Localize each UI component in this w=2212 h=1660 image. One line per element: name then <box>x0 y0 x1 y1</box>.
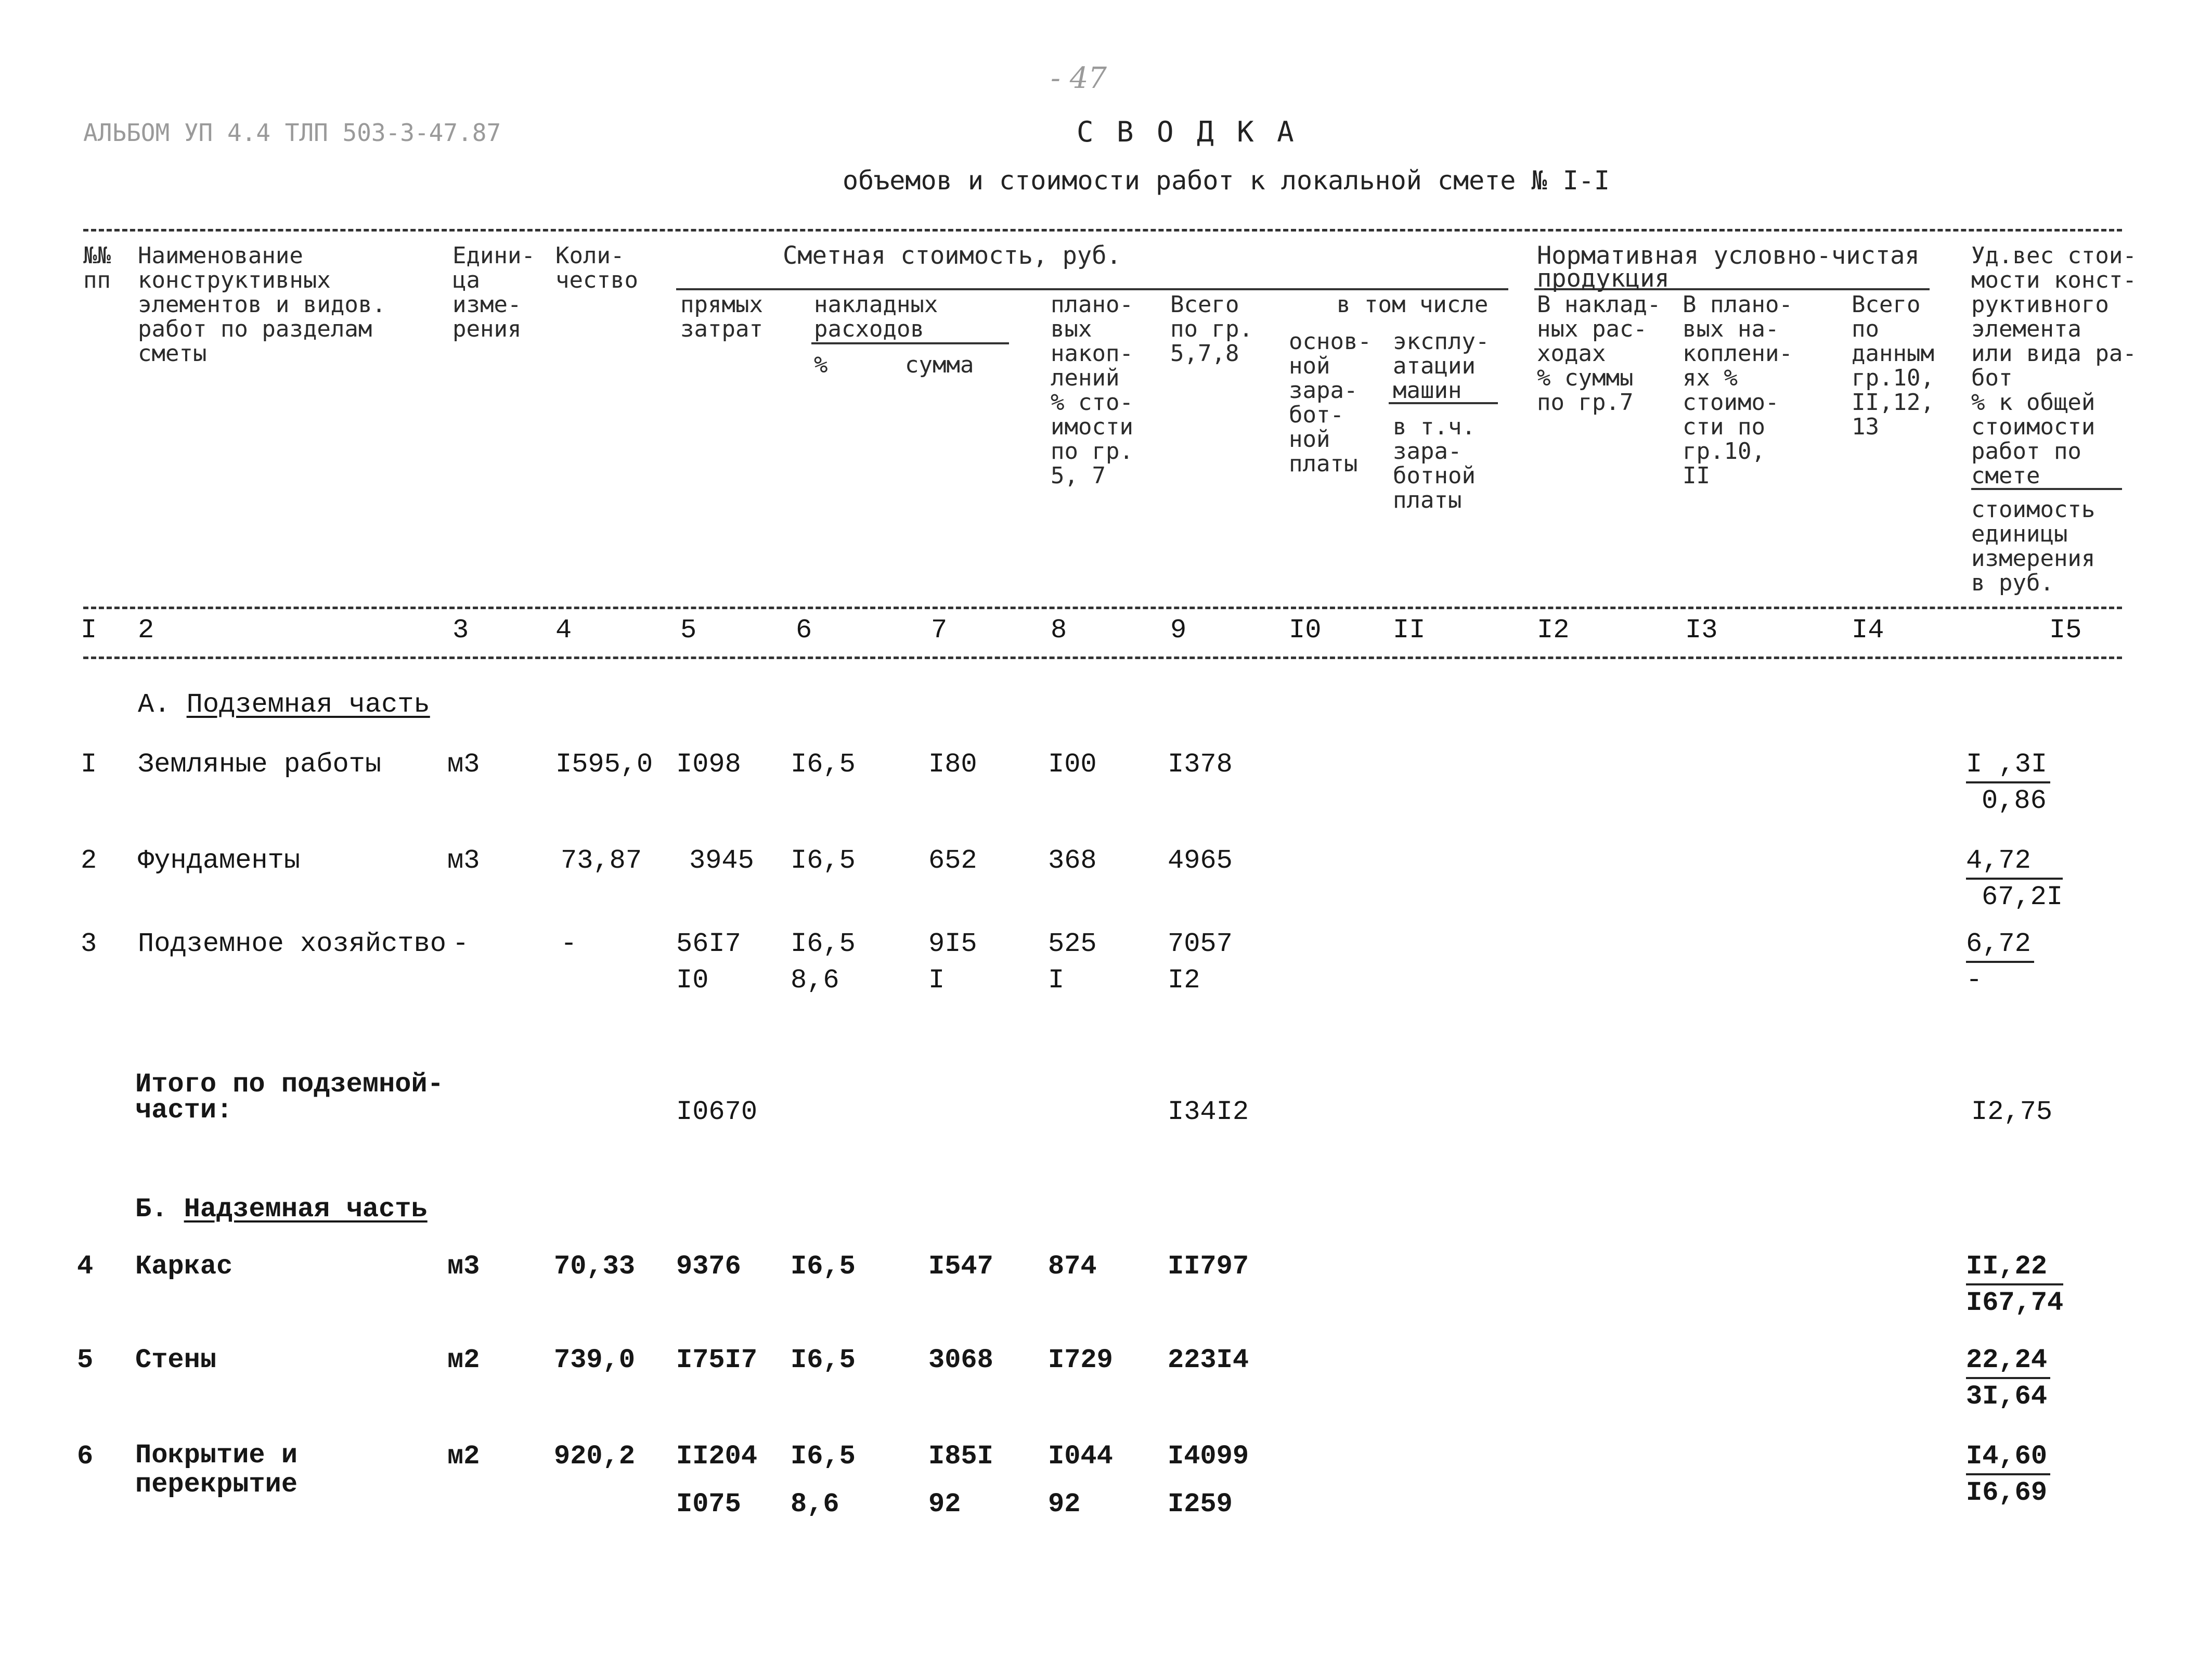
document-subtitle: объемов и стоимости работ к локальной смете № I-I <box>843 165 1610 196</box>
share-fraction: $\frac{I4,60}{I6,69}$ <box>1966 1441 2050 1509</box>
header-cost-group: Сметная стоимость, руб. <box>783 241 1121 270</box>
header-bottom-rule <box>83 607 2122 609</box>
page-number: - 47 <box>1051 61 1107 95</box>
header-overhead: накладных расходов <box>814 291 938 342</box>
header-overhead-sum: сумма <box>905 352 974 378</box>
header-including: в том числе <box>1337 291 1489 318</box>
share-fraction: $\frac{4,72}{67,2I}$ <box>1966 845 2063 912</box>
colnum-bottom-rule <box>83 657 2122 659</box>
header-overhead-pct: % <box>814 352 828 378</box>
cost-group-rule <box>676 288 1508 290</box>
header-top-rule <box>83 229 2122 231</box>
album-reference: АЛЬБОМ УП 4.4 ТЛП 503-3-47.87 <box>83 119 501 147</box>
overhead-rule <box>811 342 1009 344</box>
section-b-heading: Б. Надземная часть <box>135 1194 428 1225</box>
section-a-heading: А. Подземная часть <box>138 689 430 720</box>
share-fraction: $\frac{II,22}{I67,74}$ <box>1966 1251 2064 1318</box>
share-fraction: $\frac{22,24}{3I,64}$ <box>1966 1345 2050 1412</box>
document-title: С В О Д К А <box>1077 115 1297 148</box>
share-fraction: 6,72 - <box>1966 929 2034 996</box>
share-fraction: $\frac{I ,3I}{0,86}$ <box>1966 749 2050 817</box>
